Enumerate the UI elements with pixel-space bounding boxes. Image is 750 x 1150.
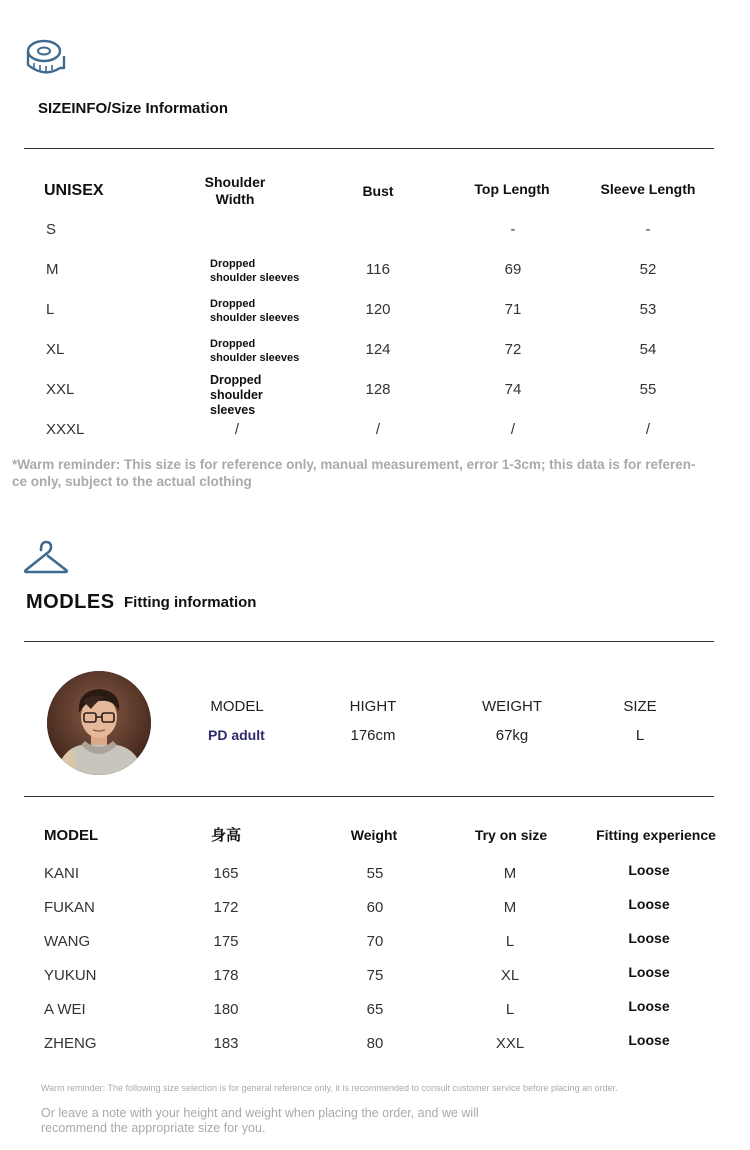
size-reminder: *Warm reminder: This size is for reference only, manual measurement, error 1-3cm; this data is for referen- ce only, subject to the actual clothing — [12, 457, 696, 489]
header-height: 身高 — [210, 827, 241, 844]
shoulder-cell: Dropped shoulder sleeves — [210, 258, 300, 284]
bust-cell: 128 — [365, 381, 391, 398]
model-card-label-model: MODEL — [210, 698, 264, 715]
try-on-size-cell: M — [503, 865, 517, 882]
clothes-hanger-icon — [22, 538, 70, 576]
try-on-size-cell: L — [505, 1001, 515, 1018]
shoulder-cell: Dropped shoulder sleeves — [210, 338, 300, 364]
sleeve-length-cell: 54 — [639, 341, 657, 358]
model-card-value-size: L — [635, 727, 645, 744]
fitting-experience-cell: Loose — [628, 1032, 670, 1048]
fitting-experience-cell: Loose — [628, 862, 670, 878]
model-card-label-height: HIGHT — [349, 698, 397, 715]
height-cell: 172 — [213, 899, 239, 916]
model-reminder: Or leave a note with your height and weight when placing the order, and we will recommend the appropriate size for you. — [41, 1106, 479, 1135]
header-top-length: Top Length — [474, 181, 550, 197]
avatar — [47, 671, 151, 775]
weight-cell: 80 — [366, 1035, 384, 1052]
model-card-label-size: SIZE — [623, 698, 657, 715]
model-card-value-weight: 67kg — [495, 727, 529, 744]
fitting-info-title: Fitting information — [124, 594, 257, 611]
bust-cell: 124 — [365, 341, 391, 358]
sleeve-length-cell: 55 — [639, 381, 657, 398]
model-name-cell: YUKUN — [44, 967, 97, 984]
top-length-cell: / — [510, 421, 516, 438]
weight-cell: 75 — [366, 967, 384, 984]
size-cell: L — [46, 301, 55, 318]
top-length-cell: 71 — [504, 301, 522, 318]
header-model: MODEL — [44, 827, 99, 844]
top-length-cell: 69 — [504, 261, 522, 278]
model-name-cell: ZHENG — [44, 1035, 97, 1052]
divider — [24, 148, 714, 149]
model-name-cell: FUKAN — [44, 899, 95, 916]
header-bust: Bust — [362, 183, 394, 199]
height-cell: 183 — [213, 1035, 239, 1052]
try-on-size-cell: XXL — [495, 1035, 525, 1052]
header-fitting-experience: Fitting experience — [596, 827, 716, 843]
size-cell: XL — [46, 341, 65, 358]
bust-cell: 116 — [366, 261, 390, 278]
model-name-cell: A WEI — [44, 1001, 86, 1018]
fitting-experience-cell: Loose — [628, 964, 670, 980]
header-shoulder-width: Shoulder Width — [204, 174, 266, 207]
shoulder-cell: / — [234, 421, 240, 438]
bust-cell: 120 — [365, 301, 391, 318]
height-cell: 178 — [213, 967, 239, 984]
height-cell: 175 — [213, 933, 239, 950]
header-sleeve-length: Sleeve Length — [600, 181, 696, 197]
model-name-cell: KANI — [44, 865, 80, 882]
divider — [24, 641, 714, 642]
weight-cell: 55 — [366, 865, 384, 882]
sleeve-length-cell: / — [645, 421, 651, 438]
model-reminder-small: Warm reminder: The following size selection is for general reference only, it is recommended to consult customer service before placing an order. — [41, 1083, 618, 1093]
header-try-on-size: Try on size — [474, 827, 548, 843]
divider — [24, 796, 714, 797]
try-on-size-cell: L — [505, 933, 515, 950]
header-unisex: UNISEX — [44, 182, 104, 199]
sleeve-length-cell: 52 — [639, 261, 657, 278]
weight-cell: 60 — [366, 899, 384, 916]
fitting-experience-cell: Loose — [628, 998, 670, 1014]
size-cell: XXL — [46, 381, 75, 398]
weight-cell: 70 — [366, 933, 384, 950]
try-on-size-cell: XL — [500, 967, 520, 984]
sleeve-length-cell: - — [645, 221, 651, 238]
models-title: MODLES — [26, 591, 115, 613]
top-length-cell: - — [510, 221, 516, 238]
height-cell: 180 — [213, 1001, 239, 1018]
bust-cell: / — [375, 421, 381, 438]
try-on-size-cell: M — [503, 899, 517, 916]
top-length-cell: 72 — [504, 341, 522, 358]
weight-cell: 65 — [366, 1001, 384, 1018]
header-weight: Weight — [350, 827, 398, 843]
size-cell: M — [46, 261, 59, 278]
fitting-experience-cell: Loose — [628, 896, 670, 912]
size-section-title: SIZEINFO/Size Information — [38, 100, 229, 117]
model-card-value-model: PD adult — [208, 727, 265, 743]
model-name-cell: WANG — [44, 933, 91, 950]
top-length-cell: 74 — [504, 381, 522, 398]
size-cell: XXXL — [46, 421, 85, 438]
size-cell: S — [46, 221, 57, 238]
shoulder-cell: Dropped shoulder sleeves — [210, 373, 263, 417]
fitting-experience-cell: Loose — [628, 930, 670, 946]
height-cell: 165 — [213, 865, 239, 882]
sleeve-length-cell: 53 — [639, 301, 657, 318]
model-card-label-weight: WEIGHT — [482, 698, 542, 715]
measuring-tape-icon — [24, 38, 68, 80]
shoulder-cell: Dropped shoulder sleeves — [210, 298, 300, 324]
model-card-value-height: 176cm — [350, 727, 396, 744]
